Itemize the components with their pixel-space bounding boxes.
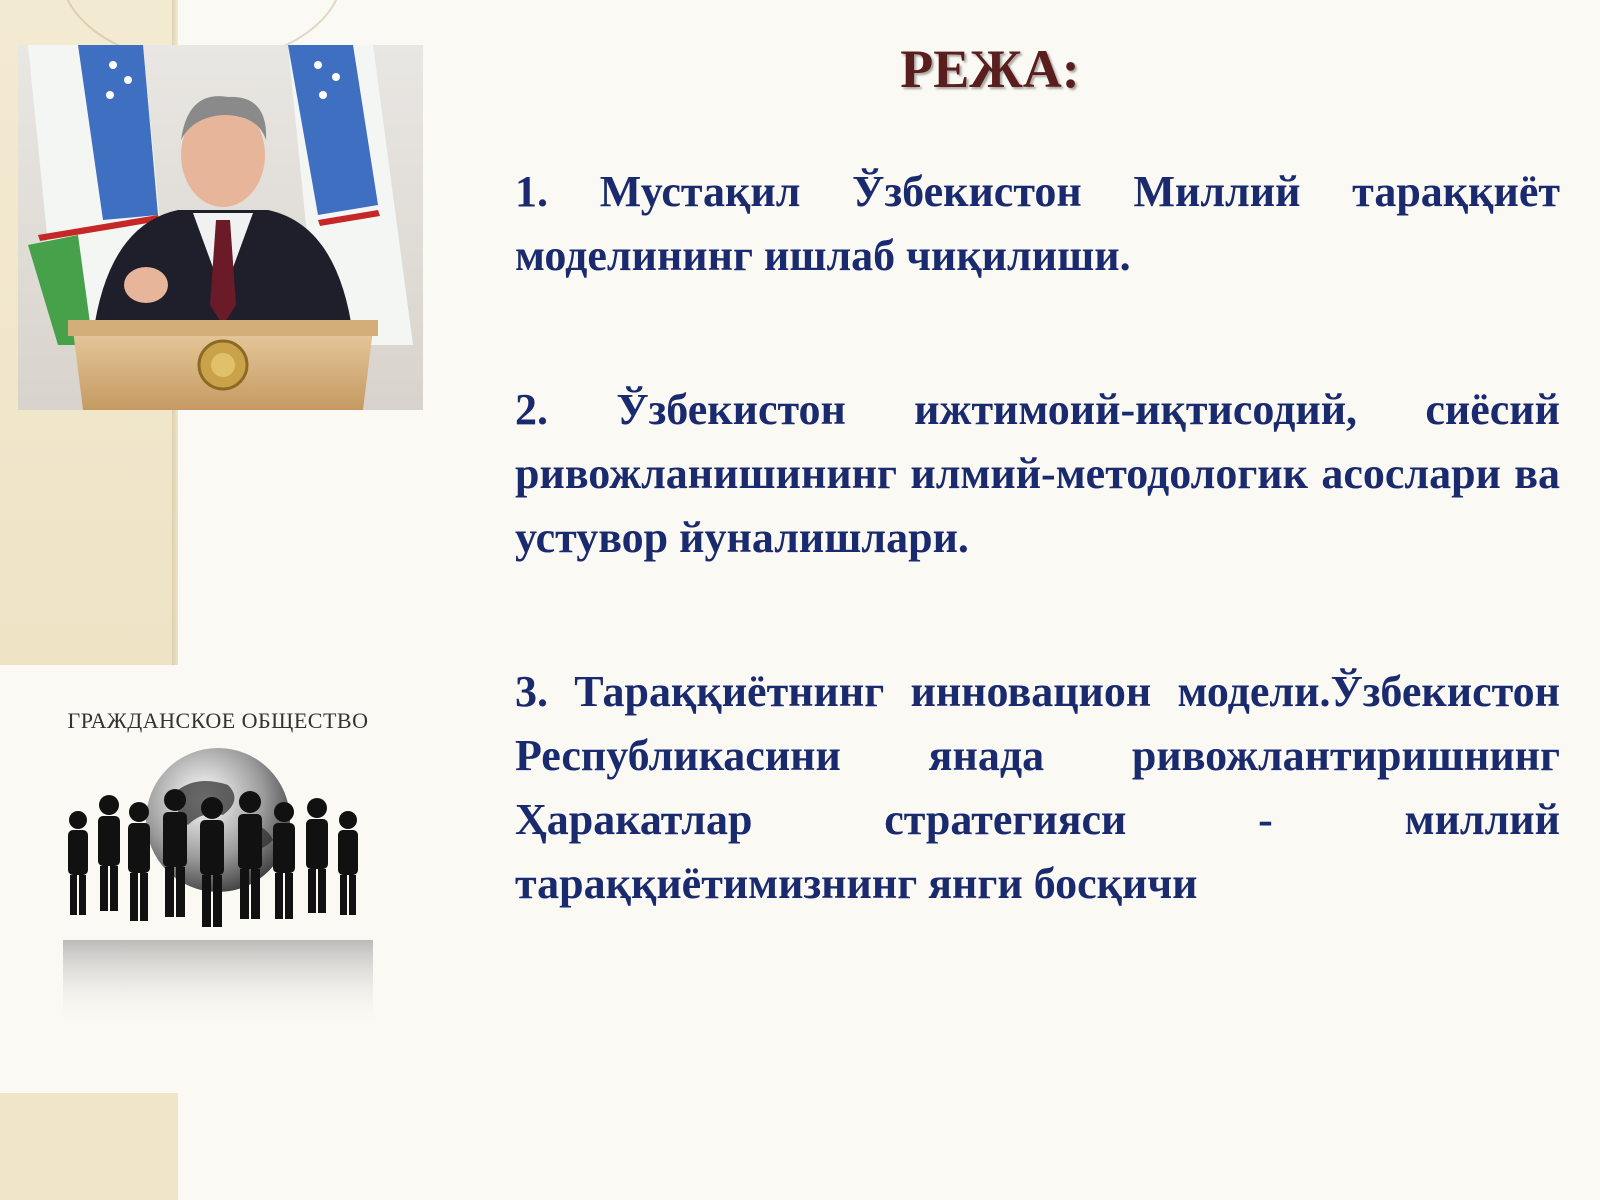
plan-item-3 xyxy=(515,660,1560,916)
speaker-photo xyxy=(18,45,423,410)
plan-item-1 xyxy=(515,160,1560,288)
plan-item-2 xyxy=(515,378,1560,570)
civil-society-graphic xyxy=(28,700,408,1040)
plan-item-number: 3. xyxy=(515,667,548,716)
plan-item-number: 2. xyxy=(515,385,548,434)
plan-item-number: 1. xyxy=(515,167,548,216)
plan-item-text: Ўзбекистон ижтимоий-иқтисодий, сиёсий ривожланишининг илмий-методологик асослари ва устувор йуналишлари. xyxy=(515,385,1561,562)
plan-item-text: Мустақил Ўзбекистон Миллий тараққиёт моделининг ишлаб чиқилиши. xyxy=(515,167,1561,280)
plan-list xyxy=(515,160,1560,916)
plan-item-text: Тараққиётнинг инновацион модели.Ўзбекистон Республикасини янада ривожлантиришнинг Ҳаракатлар стратегияси - миллий тараққиётимизнинг янги босқичи xyxy=(515,667,1561,908)
decorative-band-bottom xyxy=(0,1093,178,1200)
society-caption: ГРАЖДАНСКОЕ ОБЩЕСТВО xyxy=(67,708,369,733)
slide-title: РЕЖА: xyxy=(900,39,1080,99)
